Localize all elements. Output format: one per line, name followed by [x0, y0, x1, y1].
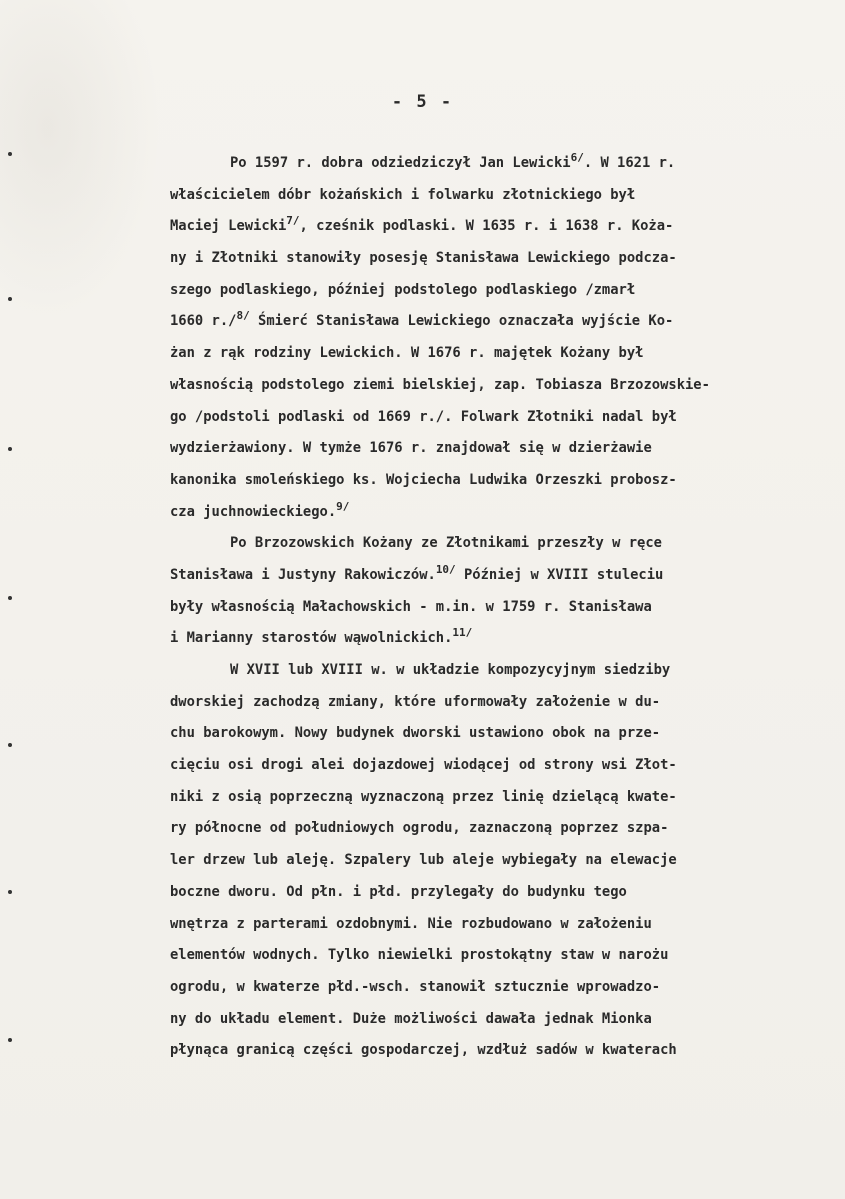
- text-line: [170, 528, 820, 560]
- text-line: [170, 370, 820, 402]
- text-line: [170, 592, 820, 624]
- text-segment: ry północne od południowych ogrodu, zaznaczoną poprzez szpa-: [170, 820, 669, 837]
- text-segment: były własnością Małachowskich - m.in. w 1759 r. Stanisława: [170, 598, 652, 615]
- text-segment: żan z rąk rodziny Lewickich. W 1676 r. majętek Kożany był: [170, 345, 644, 362]
- text-line: [170, 148, 820, 180]
- text-segment: Po Brzozowskich Kożany ze Złotnikami przeszły w ręce: [230, 535, 662, 552]
- text-line: [170, 465, 820, 497]
- text-line: [170, 497, 820, 529]
- margin-dot: [8, 743, 12, 747]
- page-number: - 5 -: [391, 92, 454, 112]
- text-line: [170, 306, 820, 338]
- text-segment: ny i Złotniki stanowiły posesję Stanisława Lewickiego podcza-: [170, 250, 677, 267]
- text-line: [170, 782, 820, 814]
- footnote-ref: 10/: [435, 562, 456, 576]
- text-segment: i Marianny starostów wąwolnickich.: [170, 630, 453, 647]
- text-line: [170, 560, 820, 592]
- text-line: [170, 813, 820, 845]
- footnote-ref: 6/: [570, 151, 584, 164]
- text-segment: boczne dworu. Od płn. i płd. przylegały do budynku tego: [170, 883, 627, 900]
- text-segment: , cześnik podlaski. W 1635 r. i 1638 r. Koża-: [299, 218, 674, 235]
- body-text: [170, 148, 820, 1067]
- text-line: [170, 655, 820, 687]
- text-line: [170, 877, 820, 909]
- text-line: [170, 972, 820, 1004]
- text-line: [170, 402, 820, 434]
- margin-dot: [8, 152, 12, 156]
- text-line: [170, 718, 820, 750]
- text-line: [170, 623, 820, 655]
- text-segment: ogrodu, w kwaterze płd.-wsch. stanowił sztucznie wprowadzo-: [170, 978, 661, 995]
- footnote-ref: 11/: [452, 626, 473, 640]
- text-line: [170, 750, 820, 782]
- paper-bleed-through: [0, 0, 160, 320]
- text-line: [170, 1035, 820, 1067]
- text-segment: niki z osią poprzeczną wyznaczoną przez linię dzielącą kwate-: [170, 788, 677, 805]
- text-segment: go /podstoli podlaski od 1669 r./. Folwark Złotniki nadal był: [170, 408, 677, 425]
- text-segment: elementów wodnych. Tylko niewielki prostokątny staw w narożu: [170, 947, 669, 964]
- text-line: [170, 338, 820, 370]
- footnote-ref: 8/: [236, 309, 250, 323]
- text-segment: kanonika smoleńskiego ks. Wojciecha Ludwika Orzeszki probosz-: [170, 471, 677, 488]
- text-segment: płynąca granicą części gospodarczej, wzdłuż sadów w kwaterach: [170, 1042, 677, 1059]
- text-line: [170, 1004, 820, 1036]
- text-segment: cza juchnowieckiego.: [170, 503, 337, 520]
- footnote-ref: 7/: [286, 214, 300, 228]
- text-segment: Stanisława i Justyny Rakowiczów.: [170, 566, 436, 583]
- text-line: [170, 275, 820, 307]
- text-line: [170, 243, 820, 275]
- text-segment: wydzierżawiony. W tymże 1676 r. znajdował się w dzierżawie: [170, 440, 652, 457]
- text-segment: wnętrza z parterami ozdobnymi. Nie rozbudowano w założeniu: [170, 915, 652, 932]
- margin-dot: [8, 1038, 12, 1042]
- footnote-ref: 9/: [336, 499, 350, 513]
- text-line: [170, 909, 820, 941]
- margin-dot: [8, 596, 12, 600]
- text-segment: szego podlaskiego, później podstolego podlaskiego /zmarł: [170, 281, 636, 298]
- text-segment: Maciej Lewicki: [170, 218, 287, 235]
- text-segment: chu barokowym. Nowy budynek dworski ustawiono obok na prze-: [170, 725, 661, 742]
- margin-dot: [8, 447, 12, 451]
- text-segment: właścicielem dóbr kożańskich i folwarku złotnickiego był: [170, 186, 636, 203]
- margin-dot: [8, 297, 12, 301]
- text-segment: W XVII lub XVIII w. w układzie kompozycyjnym siedziby: [230, 662, 671, 678]
- text-segment: dworskiej zachodzą zmiany, które uformowały założenie w du-: [170, 693, 661, 710]
- text-segment: cięciu osi drogi alei dojazdowej wiodącej od strony wsi Złot-: [170, 757, 677, 774]
- text-segment: Śmierć Stanisława Lewickiego oznaczała wyjście Ko-: [249, 313, 674, 330]
- text-segment: 1660 r./: [170, 313, 237, 330]
- text-line: [170, 687, 820, 719]
- text-segment: ny do układu element. Duże możliwości dawała jednak Mionka: [170, 1010, 652, 1027]
- text-segment: Po 1597 r. dobra odziedziczył Jan Lewicki: [230, 155, 571, 171]
- margin-dot: [8, 890, 12, 894]
- text-line: [170, 940, 820, 972]
- text-segment: . W 1621 r.: [583, 155, 676, 171]
- text-line: [170, 433, 820, 465]
- text-segment: Później w XVIII stuleciu: [455, 566, 664, 583]
- text-segment: własnością podstolego ziemi bielskiej, zap. Tobiasza Brzozowskie-: [170, 376, 710, 393]
- text-segment: ler drzew lub aleję. Szpalery lub aleje wybiegały na elewacje: [170, 852, 677, 869]
- text-line: [170, 180, 820, 212]
- text-line: [170, 845, 820, 877]
- text-line: [170, 211, 820, 243]
